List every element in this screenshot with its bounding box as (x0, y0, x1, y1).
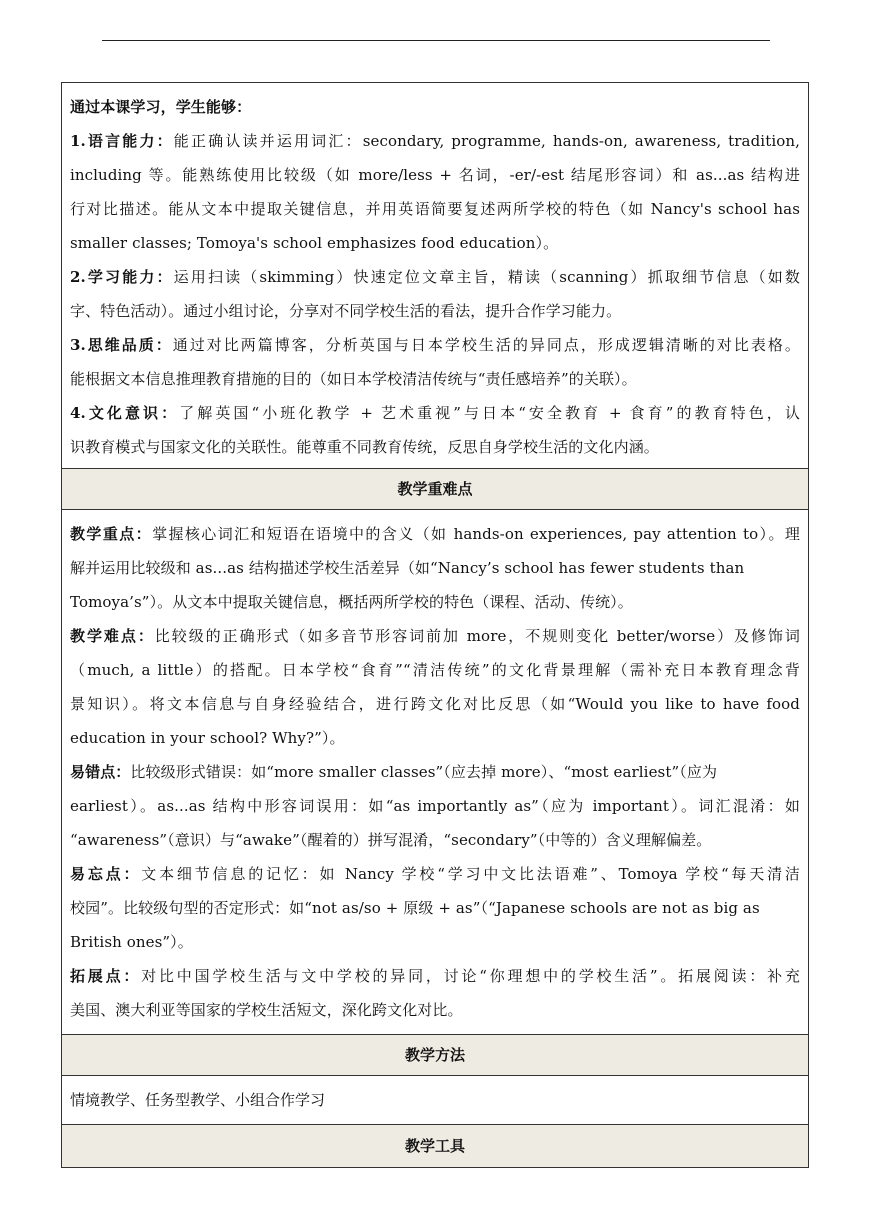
key-point-label: 易错点： (70, 763, 131, 781)
objective-label: 2.学习能力： (70, 268, 174, 286)
key-point-text: education in your school? Why?”）。 (70, 729, 345, 747)
objective-text: 了解英国“小班化教学 + 艺术重视”与日本“安全教育 + 食育”的教育特色，认 (179, 404, 800, 422)
header-rule (102, 40, 770, 41)
objective-language (70, 124, 800, 260)
objectives-row (62, 83, 809, 469)
key-point-error-prone (70, 755, 800, 857)
objective-text: smaller classes; Tomoya's school emphasizes food education）。 (70, 234, 559, 252)
objective-text: 识教育模式与国家文化的关联性。能尊重不同教育传统，反思自身学校生活的文化内涵。 (70, 438, 659, 456)
key-point-difficulty (70, 619, 800, 755)
key-point-text: earliest）。as...as 结构中形容词误用：如“as importantly as”（应为 important）。词汇混淆：如 (70, 797, 800, 815)
tools-heading: 教学工具 (62, 1125, 809, 1168)
methods-heading: 教学方法 (62, 1035, 809, 1076)
objective-label: 4.文化意识： (70, 404, 180, 422)
objective-learning (70, 260, 800, 328)
key-points-row (62, 510, 809, 1035)
methods-heading-row (62, 1035, 809, 1076)
key-point-label: 教学难点： (70, 627, 155, 645)
methods-row (62, 1076, 809, 1125)
key-point-text: 掌握核心词汇和短语在语境中的含义（如 hands-on experiences, pay attention to）。理 (152, 525, 800, 543)
objective-text: 字、特色活动）。通过小组讨论，分享对不同学校生活的看法，提升合作学习能力。 (70, 302, 622, 320)
key-point-text: 比较级形式错误：如“more smaller classes”（应去掉 more）、“most earliest”（应为 (130, 763, 718, 781)
methods-content: 情境教学、任务型教学、小组合作学习 (70, 1091, 326, 1109)
objective-text: 运用扫读（skimming）快速定位文章主旨，精读（scanning）抓取细节信息（如数 (173, 268, 800, 286)
tools-heading-row (62, 1125, 809, 1168)
key-point-label: 易忘点： (70, 865, 142, 883)
key-point-text: “awareness”（意识）与“awake”（醒着的）拼写混淆，“secondary”（中等的）含义理解偏差。 (70, 831, 712, 849)
objective-text: 能根据文本信息推理教育措施的目的（如日本学校清洁传统与“责任感培养”的关联）。 (70, 370, 637, 388)
key-point-easily-forgotten (70, 857, 800, 959)
key-points-heading: 教学重难点 (62, 469, 809, 510)
objective-label: 1.语言能力： (70, 132, 174, 150)
objective-text: including 等。能熟练使用比较级（如 more/less + 名词，-er/-est 结尾形容词）和 as...as 结构进 (70, 166, 800, 184)
key-point-text: 比较级的正确形式（如多音节形容词前加 more，不规则变化 better/worse）及修饰词 (154, 627, 800, 645)
lesson-plan-table (61, 82, 809, 1168)
key-point-text: 美国、澳大利亚等国家的学校生活短文，深化跨文化对比。 (70, 1001, 463, 1019)
key-point-focus (70, 517, 800, 619)
key-point-label: 拓展点： (70, 967, 142, 985)
methods-cell (62, 1076, 809, 1125)
key-point-text: 解并运用比较级和 as...as 结构描述学校生活差异（如“Nancy’s school has fewer students than (70, 559, 745, 577)
key-points-heading-row (62, 469, 809, 510)
objective-culture (70, 396, 800, 464)
key-point-label: 教学重点： (70, 525, 153, 543)
key-point-text: （much, a little）的搭配。日本学校“食育”“清洁传统”的文化背景理解（需补充日本教育理念背 (70, 661, 800, 679)
objective-text: 行对比描述。能从文本中提取关键信息，并用英语简要复述两所学校的特色（如 Nancy's school has (70, 200, 800, 218)
objectives-intro: 通过本课学习，学生能够： (70, 98, 252, 116)
objective-label: 3.思维品质： (70, 336, 173, 354)
key-point-extension (70, 959, 800, 1027)
key-point-text: 校园”。比较级句型的否定形式：如“not as/so + 原级 + as”（“Japanese schools are not as big as (70, 899, 760, 917)
objectives-cell (62, 83, 809, 469)
key-point-text: 文本细节信息的记忆：如 Nancy 学校“学习中文比法语难”、Tomoya 学校“每天清洁 (141, 865, 800, 883)
key-point-text: 对比中国学校生活与文中学校的异同，讨论“你理想中的学校生活”。拓展阅读：补充 (141, 967, 800, 985)
objective-text: 能正确认读并运用词汇：secondary, programme, hands-on, awareness, tradition, (173, 132, 800, 150)
key-point-text: 景知识）。将文本信息与自身经验结合，进行跨文化对比反思（如“Would you like to have food (70, 695, 800, 713)
key-point-text: British ones”）。 (70, 933, 193, 951)
objective-thinking (70, 328, 800, 396)
objective-text: 通过对比两篇博客，分析英国与日本学校生活的异同点，形成逻辑清晰的对比表格。 (172, 336, 800, 354)
key-points-cell (62, 510, 809, 1035)
key-point-text: Tomoya’s”）。从文本中提取关键信息，概括两所学校的特色（课程、活动、传统）。 (70, 593, 633, 611)
